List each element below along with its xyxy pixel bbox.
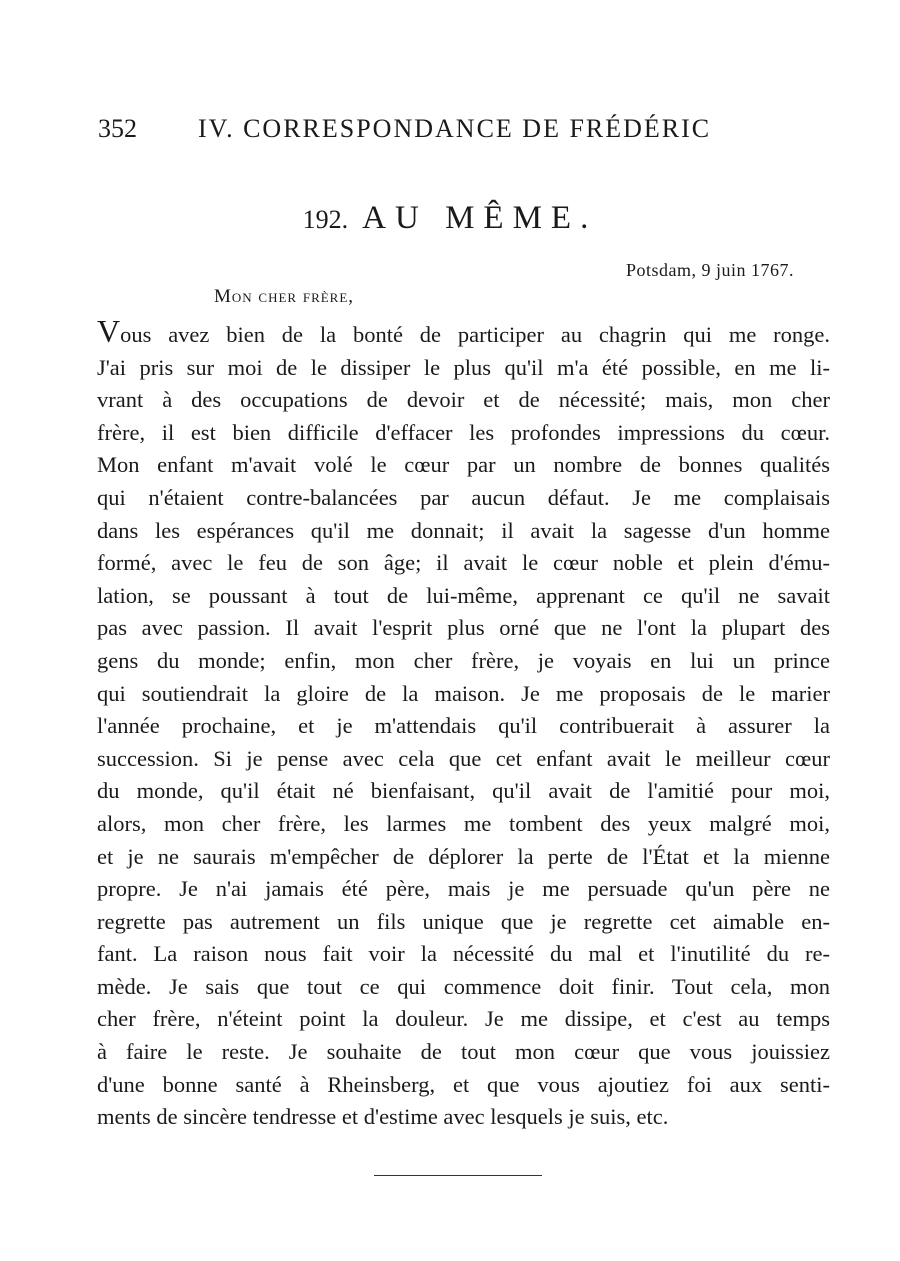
- body-line: fant. La raison nous fait voir la nécessité du mal et l'inutilité du re-: [97, 941, 830, 967]
- letter-title: [0, 200, 900, 237]
- body-line: pas avec passion. Il avait l'esprit plus orné que ne l'ont la plupart des: [97, 615, 830, 641]
- body-line: succession. Si je pense avec cela que cet enfant avait le meilleur cœur: [97, 745, 830, 771]
- body-line: qui n'étaient contre-balancées par aucun défaut. Je me complaisais: [97, 484, 830, 510]
- running-head: [98, 114, 738, 144]
- body-line: cher frère, n'éteint point la douleur. Je me dissipe, et c'est au temps: [97, 1006, 830, 1032]
- body-line: regrette pas autrement un fils unique que je regrette cet aimable en-: [97, 908, 830, 934]
- body-line: du monde, qu'il était né bienfaisant, qu'il avait de l'amitié pour moi,: [97, 778, 830, 804]
- letter-body: [97, 313, 830, 1134]
- letter-number: 192.: [302, 205, 349, 234]
- body-line: [97, 313, 830, 352]
- body-line: et je ne saurais m'empêcher de déplorer la perte de l'État et la mienne: [97, 843, 830, 869]
- drop-cap: V: [97, 313, 121, 349]
- body-line: vrant à des occupations de devoir et de nécessité; mais, mon cher: [97, 387, 830, 413]
- page-number: 352: [98, 114, 137, 143]
- body-line: ments de sincère tendresse et d'estime avec lesquels je suis, etc.: [97, 1104, 669, 1130]
- body-line: qui soutiendrait la gloire de la maison. Je me proposais de le marier: [97, 680, 830, 706]
- body-line: propre. Je n'ai jamais été père, mais je me persuade qu'un père ne: [97, 876, 830, 902]
- first-line-text: ous avez bien de la bonté de participer au chagrin qui me ronge.: [120, 322, 830, 347]
- dateline: Potsdam, 9 juin 1767.: [625, 260, 794, 280]
- body-line: J'ai pris sur moi de le dissiper le plus qu'il m'a été possible, en me li-: [97, 354, 830, 380]
- body-line: l'année prochaine, et je m'attendais qu'il contribuerait à assurer la: [97, 713, 830, 739]
- body-line: dans les espérances qu'il me donnait; il avait la sagesse d'un homme: [97, 517, 830, 543]
- body-line: mède. Je sais que tout ce qui commence doit finir. Tout cela, mon: [97, 973, 830, 999]
- body-line: alors, mon cher frère, les larmes me tombent des yeux malgré moi,: [97, 810, 830, 836]
- body-line: gens du monde; enfin, mon cher frère, je voyais en lui un prince: [97, 647, 830, 673]
- body-line: frère, il est bien difficile d'effacer les profondes impressions du cœur.: [97, 419, 830, 445]
- salutation: Mon cher frère,: [214, 286, 355, 307]
- body-line: formé, avec le feu de son âge; il avait le cœur noble et plein d'ému-: [97, 550, 830, 576]
- body-line: d'une bonne santé à Rheinsberg, et que vous ajoutiez foi aux senti-: [97, 1071, 830, 1097]
- end-rule: [374, 1175, 542, 1176]
- running-head-title: IV. CORRESPONDANCE DE FRÉDÉRIC: [198, 114, 712, 143]
- letter-heading: AU MÊME.: [362, 200, 598, 236]
- body-line: Mon enfant m'avait volé le cœur par un nombre de bonnes qualités: [97, 452, 830, 478]
- body-line: à faire le reste. Je souhaite de tout mon cœur que vous jouissiez: [97, 1039, 830, 1065]
- body-line: lation, se poussant à tout de lui-même, apprenant ce qu'il ne savait: [97, 582, 830, 608]
